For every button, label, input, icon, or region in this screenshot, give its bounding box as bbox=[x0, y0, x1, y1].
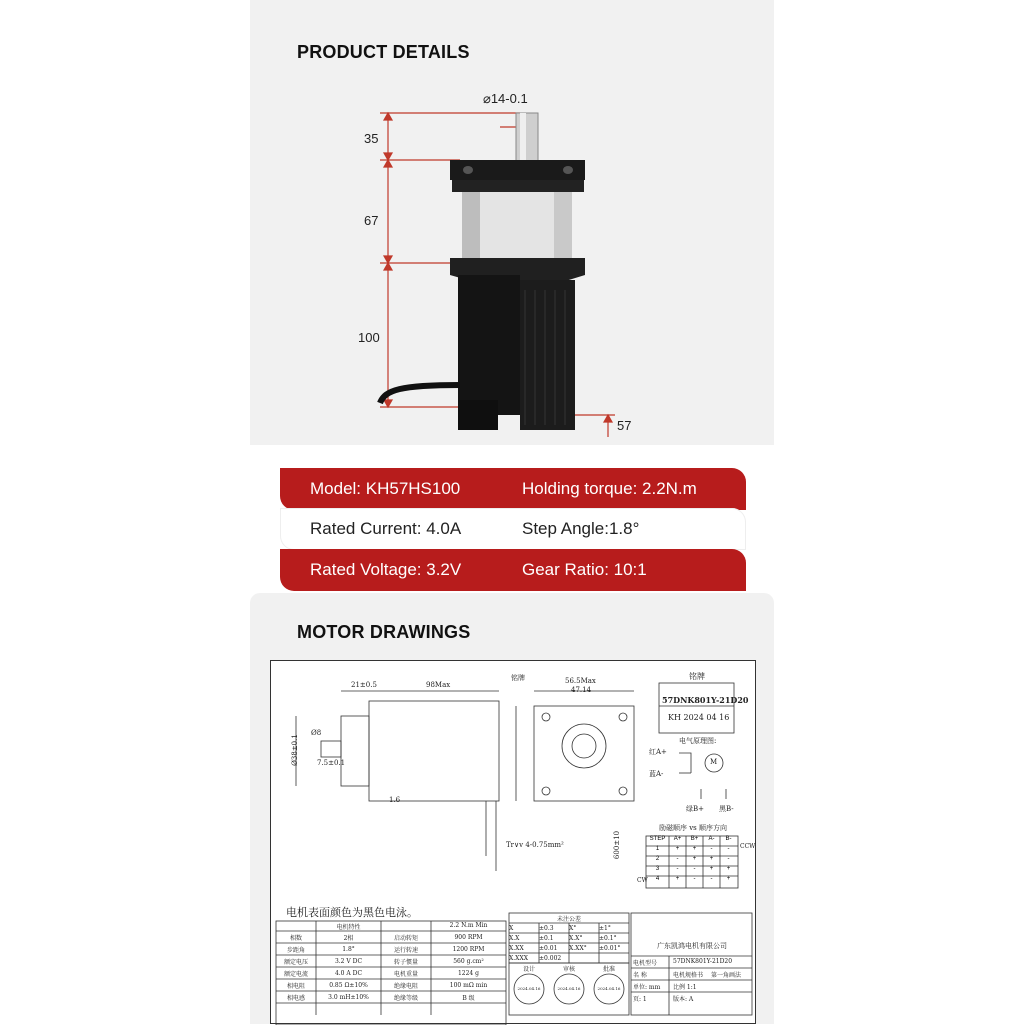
seq-cell: + bbox=[726, 866, 731, 872]
spec-cell: 启动转矩 bbox=[393, 934, 418, 942]
seq-title: 励磁顺序 vs 顺序方向 bbox=[659, 824, 727, 832]
stamp-date: 2024.04.16 bbox=[597, 986, 621, 991]
seq-cell: - bbox=[693, 876, 696, 882]
sign-labels bbox=[509, 964, 629, 973]
dim-38: Ø38±0.1 bbox=[290, 734, 299, 766]
sign-label: 批准 bbox=[602, 966, 615, 973]
spec-cell: 相数 bbox=[289, 934, 302, 942]
technical-drawing-sheet bbox=[270, 660, 756, 1024]
tol-cell: X.XX° bbox=[569, 944, 587, 952]
tol-cell: ±0.01 bbox=[539, 944, 558, 952]
spec-cell: 0.85 Ω±10% bbox=[329, 981, 368, 989]
seq-cell: - bbox=[676, 856, 679, 862]
label-tag: 铭牌 bbox=[511, 674, 525, 682]
tol-cell: ±0.01° bbox=[599, 944, 621, 952]
tol-cell: X bbox=[509, 924, 514, 932]
model-spec: Model: KH57HS100 bbox=[310, 479, 461, 498]
title-cell: 单位: mm bbox=[633, 984, 661, 991]
holding-torque-spec: Holding torque: 2.2N.m bbox=[522, 479, 697, 498]
seq-cell: + bbox=[675, 846, 680, 852]
title-cell: 版本: A bbox=[673, 996, 694, 1003]
spec-cell: 900 RPM bbox=[454, 933, 483, 941]
title-cell: 比例 1:1 bbox=[673, 984, 697, 991]
dim-4714: 47.14 bbox=[571, 686, 592, 694]
shaft-diameter-label: ⌀14-0.1 bbox=[483, 91, 528, 106]
spec-cell: 步距角 bbox=[286, 946, 305, 954]
spec-cell: 绝缘等级 bbox=[393, 994, 418, 1002]
holding-torque-value: 2.2 N.m Min bbox=[449, 922, 488, 929]
tol-cell: ±0.1 bbox=[539, 934, 554, 942]
seq-cell: 3 bbox=[655, 866, 660, 872]
title-cell: 页: 1 bbox=[633, 996, 647, 1003]
tol-cell: ±0.1° bbox=[599, 934, 617, 942]
seq-cell: - bbox=[710, 876, 713, 882]
seq-table bbox=[646, 836, 738, 886]
tolerance-table bbox=[509, 923, 629, 963]
nameplate-date: KH 2024 04 16 bbox=[668, 713, 730, 722]
seq-cell: 1 bbox=[655, 846, 660, 852]
spec-cell: 绝缘电阻 bbox=[393, 982, 418, 990]
red-a-label: 红A+ bbox=[649, 748, 667, 756]
nameplate-model: 57DNK801Y-21D20 bbox=[662, 695, 749, 705]
cw-label: CW bbox=[637, 877, 648, 884]
ccw-label: CCW bbox=[740, 843, 756, 850]
rated-voltage-spec: Rated Voltage: 3.2V bbox=[310, 560, 462, 579]
seq-cell: + bbox=[692, 856, 697, 862]
spec-cell: 100 mΩ min bbox=[449, 981, 488, 989]
dim-57-label: 57 bbox=[617, 418, 632, 433]
seq-cell: - bbox=[727, 846, 730, 852]
stamp-date: 2024.04.16 bbox=[557, 986, 581, 991]
tolerance-title: 未注公差 bbox=[556, 916, 581, 923]
dim-98: 98Max bbox=[426, 681, 451, 689]
seq-header: STEP bbox=[649, 836, 666, 842]
spec-cell: 3.2 V DC bbox=[334, 957, 363, 965]
seq-header: B- bbox=[725, 836, 732, 842]
sign-label: 设计 bbox=[522, 966, 535, 973]
title-cell: 电机型号 bbox=[633, 960, 658, 967]
spec-row-2 bbox=[280, 508, 746, 550]
principle-title: 电气原理图: bbox=[679, 737, 717, 745]
title-cell: 57DNK801Y-21D20 bbox=[673, 958, 733, 965]
seq-cell: 2 bbox=[655, 856, 660, 862]
tol-cell: ±0.3 bbox=[539, 924, 554, 932]
rated-current-spec: Rated Current: 4.0A bbox=[310, 519, 462, 538]
seq-cell: + bbox=[709, 856, 714, 862]
gear-ratio-spec: Gear Ratio: 10:1 bbox=[522, 560, 647, 579]
surface-note: 电机表面颜色为黑色电泳。 bbox=[286, 906, 418, 919]
black-b-label: 黑B- bbox=[719, 805, 734, 813]
dim-600: 600±10 bbox=[613, 830, 622, 860]
dim-21: 21±0.5 bbox=[351, 681, 377, 689]
spec-cell: B 级 bbox=[462, 994, 475, 1002]
dim-75: 7.5±0.1 bbox=[317, 759, 346, 767]
tol-cell: X° bbox=[569, 924, 577, 932]
seq-header: B+ bbox=[690, 836, 699, 842]
tol-cell: X.XX bbox=[509, 944, 524, 952]
spec-cell: 电机重量 bbox=[393, 970, 418, 978]
dim-35-label: 35 bbox=[364, 131, 379, 146]
wire-note: Tr∨v 4-0.75mm² bbox=[506, 841, 564, 849]
spec-cell: 3.0 mH±10% bbox=[328, 993, 369, 1001]
title-cell: 电机规格书 bbox=[673, 972, 704, 979]
spec-cell: 560 g.cm² bbox=[453, 957, 484, 965]
sign-label: 审核 bbox=[562, 966, 575, 973]
tol-cell: ±0.002 bbox=[539, 954, 562, 962]
spec-cell: 1.8° bbox=[342, 945, 355, 953]
motor-drawings-heading: MOTOR DRAWINGS bbox=[297, 622, 471, 642]
stamp-date: 2024.04.16 bbox=[517, 986, 541, 991]
dim-67-label: 67 bbox=[364, 213, 379, 228]
spec-cell: 相电阻 bbox=[286, 982, 305, 990]
spec-cell: 2相 bbox=[343, 934, 354, 942]
tol-cell: X.X° bbox=[569, 934, 583, 942]
tol-cell: ±1° bbox=[599, 924, 611, 932]
spec-cell: 1224 g bbox=[457, 969, 480, 977]
spec-table bbox=[276, 931, 506, 1003]
seq-cell: - bbox=[676, 866, 679, 872]
nameplate-title: 铭牌 bbox=[689, 672, 705, 681]
seq-cell: + bbox=[692, 846, 697, 852]
green-b-label: 绿B+ bbox=[686, 805, 705, 813]
stamps bbox=[509, 986, 629, 991]
spec-table-title: 电机特性 bbox=[336, 924, 361, 931]
spec-row-1 bbox=[280, 468, 746, 510]
spec-cell: 额定电压 bbox=[283, 958, 308, 966]
motor-photo bbox=[340, 85, 660, 445]
step-angle-spec: Step Angle:1.8° bbox=[522, 519, 640, 538]
motor-symbol: M bbox=[710, 758, 718, 766]
dim-565: 56.5Max bbox=[565, 677, 596, 685]
dim-16: 1.6 bbox=[389, 796, 401, 804]
tol-cell: X.XXX bbox=[509, 954, 528, 962]
title-cell: 第一角画法 bbox=[711, 972, 742, 979]
tol-cell: X.X bbox=[509, 934, 520, 942]
seq-cell: 4 bbox=[655, 876, 660, 882]
company-name: 广东凯鸿电机有限公司 bbox=[657, 942, 727, 950]
seq-header: A- bbox=[708, 836, 715, 842]
seq-cell: + bbox=[726, 876, 731, 882]
seq-cell: - bbox=[727, 856, 730, 862]
title-cell: 名 称 bbox=[633, 972, 647, 979]
dim-100-label: 100 bbox=[358, 330, 380, 345]
seq-cell: + bbox=[709, 866, 714, 872]
spec-cell: 1200 RPM bbox=[452, 945, 485, 953]
product-details-heading: PRODUCT DETAILS bbox=[297, 42, 470, 62]
blue-a-label: 蓝A- bbox=[649, 770, 664, 778]
spec-cell: 4.0 A DC bbox=[334, 969, 363, 977]
seq-cell: - bbox=[710, 846, 713, 852]
seq-cell: + bbox=[675, 876, 680, 882]
spec-cell: 转子惯量 bbox=[393, 958, 418, 966]
dim-8: Ø8 bbox=[311, 729, 322, 737]
spec-cell: 相电感 bbox=[286, 994, 305, 1002]
spec-cell: 运行转速 bbox=[393, 946, 418, 954]
spec-row-3 bbox=[280, 549, 746, 591]
seq-header: A+ bbox=[673, 836, 682, 842]
seq-cell: - bbox=[693, 866, 696, 872]
spec-cell: 额定电流 bbox=[283, 970, 308, 978]
